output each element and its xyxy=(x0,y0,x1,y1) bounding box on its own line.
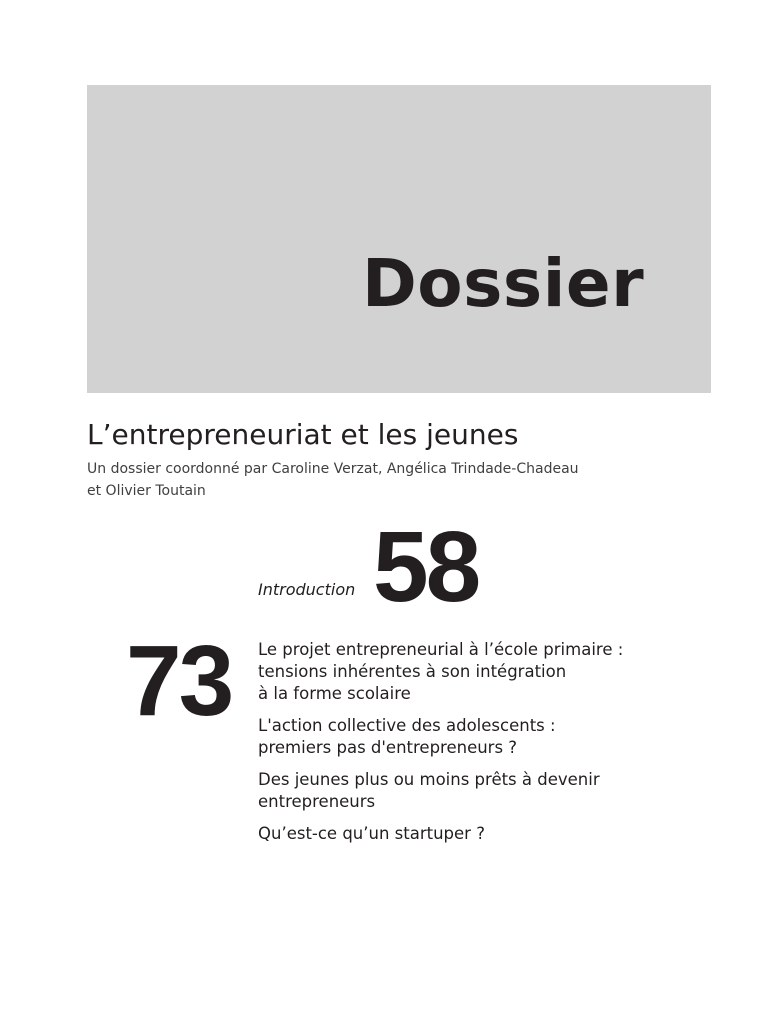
article-title-line: L'action collective des adolescents : xyxy=(258,716,556,735)
section-heading: Dossier xyxy=(362,245,645,322)
article-title-line: premiers pas d'entrepreneurs ? xyxy=(258,738,518,757)
article-title-line: Qu’est-ce qu’un startuper ? xyxy=(258,824,485,843)
article-title-line: tensions inhérentes à son intégration xyxy=(258,662,567,681)
article-list xyxy=(258,639,718,855)
article-item[interactable] xyxy=(258,639,718,705)
article-item[interactable] xyxy=(258,769,718,813)
coordinators-line: et Olivier Toutain xyxy=(87,483,206,499)
introduction-label[interactable]: Introduction xyxy=(258,580,356,599)
dossier-title: L’entrepreneuriat et les jeunes xyxy=(87,418,519,451)
article-title-line: Des jeunes plus ou moins prêts à devenir xyxy=(258,770,600,789)
introduction-page-number: 58 xyxy=(373,511,479,623)
article-title-line: entrepreneurs xyxy=(258,792,376,811)
coordinators-line: Un dossier coordonné par Caroline Verzat, Angélica Trindade-Chadeau xyxy=(87,461,579,477)
article-item[interactable] xyxy=(258,715,718,759)
header-band xyxy=(87,85,711,393)
article-title-line: à la forme scolaire xyxy=(258,684,411,703)
article-title-line: Le projet entrepreneurial à l’école primaire : xyxy=(258,640,624,659)
section-page-number: 73 xyxy=(126,625,232,737)
coordinators-credit xyxy=(87,458,647,502)
article-item[interactable] xyxy=(258,823,718,845)
